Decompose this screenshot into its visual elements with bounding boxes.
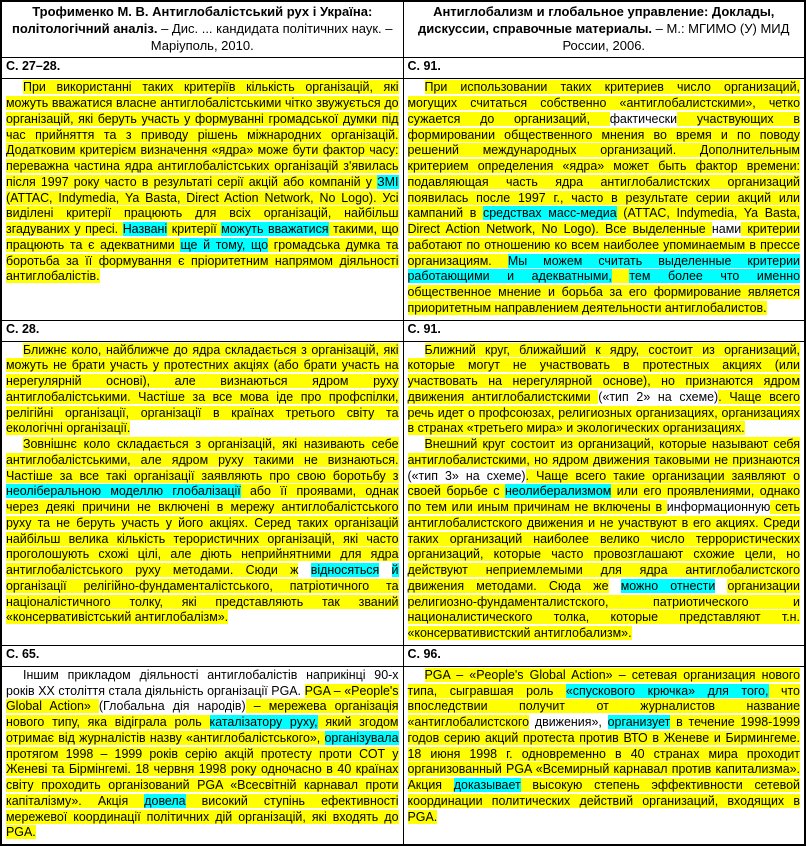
highlight-yellow: . Чаще всего такие организации заявляют о своей борьбе с	[407, 468, 800, 499]
highlight-yellow: високий ступінь ефективності мережевої координації політичних дій організацій, які входять до PGA.	[6, 793, 399, 840]
highlight-yellow: При використанні таких критеріїв кількість організацій, які можуть вважатися власне антиглобалістськими чітко звужується до організацій, які беруть участь у формуванні громадської думки під час прийняття та з приводу рішень міжнародних організацій. Додатковим критерієм визначення «ядра» може бути фактор часу: переважна частина ядра антиглобалістських організацій з'явилась після 1997 року часто в результаті серії акцій або компаній у	[6, 80, 399, 189]
plain-text: движения»,	[529, 715, 608, 730]
text-cell-right-2	[403, 341, 805, 645]
highlight-cyan: каталізатору руху,	[209, 715, 318, 730]
source-header-left	[1, 1, 403, 58]
highlight-yellow: – мережева організація нового типу, яка відіграла роль	[6, 699, 399, 730]
plain-text	[298, 563, 310, 577]
highlight-yellow: высокую степень эффективности сетевой координации политических действий организаций, входящих в PGA.	[407, 778, 800, 824]
highlight-cyan: неолиберализмом	[505, 484, 612, 499]
text-row-3	[1, 666, 805, 845]
pageref-row-1	[1, 58, 805, 79]
highlight-yellow: в течение 1998-1999 годов серию акций протеста против ВТО в Женеве и Бирмингеме. 18 июня 1998 г. одновременно в 40 странах мира проходит организованный PGA «Всемирный карнавал против капитализма». Акция	[407, 715, 800, 793]
highlight-yellow: або її проявами, однак через деякі причини не включені в мережу антиглобалістського руху та не беруть участь у його акціях. Серед таких організацій найбільш велика кількість терористичних організацій, які часто проголошують схожі цілі, але діють неприйнятними для ядра антиглобалістського руху методами. Сюди ж	[6, 484, 399, 578]
page-ref-right-1: С. 91.	[403, 58, 805, 79]
highlight-cyan: можуть вважатися	[221, 222, 329, 237]
highlight-yellow: Ближний круг, ближайший к ядру, состоит из организаций, которые могут не участвовать в протестных акциях (или участвовать на нерегулярной основе), но признаются ядром движения антиглобалистскими	[407, 342, 800, 404]
source-title-right: Антиглобализм и глобальное управление: Доклады, дискуссии, справочные материалы.	[418, 4, 775, 37]
page-ref-left-2: С. 28.	[1, 320, 403, 341]
highlight-yellow: что впоследствии получит от журналистов название «антиглобалистского	[407, 683, 800, 730]
highlight-cyan: «спускового крючка» для того,	[565, 683, 769, 698]
highlight-yellow: Внешний круг состоит из организаций, которые называют себя антиглобалистскими, но ядром движения таковыми не признаются	[407, 437, 800, 467]
highlight-cyan: неоліберальною моделлю глобалізації	[6, 484, 241, 499]
source-citation-right: – М.: МГИМО (У) МИД России, 2006.	[562, 21, 790, 54]
pageref-row-3	[1, 645, 805, 666]
highlight-yellow: який згодом отримає від журналістів назву «антиглобалістського»,	[6, 715, 399, 745]
source-title-left: Трофименко М. В. Антиглобалістський рух і Україна: політологічний аналіз.	[12, 4, 373, 37]
highlight-cyan: доказывает	[453, 778, 521, 793]
highlight-yellow: PGA – «People's Global Action»	[6, 683, 399, 714]
highlight-yellow: такими, що працюють та є адекватними	[6, 222, 399, 252]
highlight-cyan: ЗМІ	[377, 174, 399, 189]
paragraph	[6, 668, 399, 841]
highlight-yellow: (ATTAC, Indymedia, Ya Basta, Direct Action Network, No Logo). Все выделенные	[407, 206, 800, 237]
text-cell-left-2	[1, 341, 403, 645]
highlight-yellow: протягом 1998 – 1999 років серію акцій протесту проти СОТ у Женеві та Бірмінгемі. 18 червня 1998 року одночасно в 40 країнах світу проходить організований PGA «Всесвітній карнавал проти капіталізму». Акція	[6, 746, 399, 808]
page-ref-right-2: С. 91.	[403, 320, 805, 341]
text-row-1	[1, 79, 805, 320]
highlight-cyan: организует	[607, 715, 671, 730]
highlight-yellow: критерії	[167, 222, 222, 237]
highlight-cyan: організувала	[324, 730, 399, 745]
highlight-yellow: участвующих в формировании общественного мнения во время и по поводу решений международных организаций. Дополнительным критерием определения «ядра» может быть фактор времени: подавляющая часть ядра антиглобалистских организаций появилась после 1997 г., часто в результате серии акций или кампаний в	[407, 111, 800, 221]
highlight-yellow: общественное мнение и борьба за его формирование является приоритетным направлением деятельности антиглобалистов.	[407, 285, 800, 315]
paragraph	[6, 437, 399, 626]
highlight-yellow: организации религиозно-фундаменталистского, патриотического и националистического толка, которые представляют т.н. «консервативистский антиглобализм».	[407, 578, 800, 641]
paragraph	[6, 343, 399, 438]
plain-text: Іншим прикладом діяльності антиглобалістів наприкінці 90-х років XX століття стала діяльність організації PGA.	[6, 667, 399, 698]
highlight-yellow: . Чаще всего речь идет о профсоюзах, религиозных организациях, организациях в странах «третьего мира» и экологических организациях.	[407, 389, 800, 436]
plain-text: (Глобальна дія народів)	[98, 699, 246, 714]
pageref-row-2	[1, 320, 805, 341]
plain-text: («тип 2» на схеме)	[598, 389, 719, 404]
highlight-yellow: критерии работают по отношению ко всем наиболее упоминаемым в прессе организациям.	[407, 222, 800, 268]
source-header-right	[403, 1, 805, 58]
highlight-yellow	[612, 269, 630, 283]
highlight-yellow: При использовании таких критериев число организаций, могущих считаться собственно «антиглобалистскими», четко сужается до организаций,	[407, 80, 800, 126]
header-row	[1, 1, 805, 58]
page-ref-right-3: С. 96.	[403, 645, 805, 666]
plain-text	[379, 563, 391, 577]
plain-text: («тип 3» на схеме)	[407, 468, 526, 483]
text-cell-right-1	[403, 79, 805, 320]
highlight-yellow: організації релігійно-фундаменталістського, патріотичного та націоналістичного толку, які представляють так званий «консервативістський антиглобалізм».	[6, 578, 399, 625]
paragraph	[408, 437, 801, 642]
highlight-cyan: відносяться	[310, 563, 380, 578]
text-cell-left-3	[1, 666, 403, 845]
highlight-yellow: Ближнє коло, найближче до ядра складається з організацій, які можуть не брати участь у протестних акціях (або брати участь на нерегулярній основі), але визнаються ядром руху антиглобалістськими. Частіше за все мова іде про профспілки, релігійні організації, організації в країнах третього світу та екологічні організації.	[6, 342, 399, 436]
highlight-yellow: или его проявлениями, однако по тем или иным причинам не включены в	[407, 484, 800, 515]
page-ref-left-1: С. 27–28.	[1, 58, 403, 79]
plain-text: нами	[711, 222, 742, 237]
paragraph	[408, 343, 801, 438]
highlight-cyan: Мы можем считать выделенные критерии работающими и адекватными,	[407, 253, 801, 284]
paragraph	[408, 668, 801, 826]
plain-text: информационную	[666, 500, 771, 515]
highlight-yellow: сеть антиглобалистского движения и не участвуют в его акциях. Среди таких организаций наиболее велико число террористических организаций, которые часто провозглашают схожие цели, но действуют неприемлемыми для ядра антиглобалистского движения методами. Сюда же	[407, 500, 800, 593]
highlight-yellow: PGA – «People's Global Action» – сетевая организация нового типа, сыгравшая роль	[407, 667, 800, 698]
highlight-yellow: (ATTAC, Indymedia, Ya Basta, Direct Action Network, No Logo). Усі виділені критерії працюють для всіх організацій, найбільш згадуваних у пресі.	[6, 190, 399, 237]
text-cell-right-3	[403, 666, 805, 845]
page-ref-left-3: С. 65.	[1, 645, 403, 666]
plain-text: фактически	[609, 111, 678, 126]
plain-text	[715, 579, 727, 593]
highlight-yellow: громадська думка та боротьба за її формування є пріоритетним напрямом діяльності антиглобалістів.	[6, 237, 399, 284]
highlight-cyan: средствах масс-медиа	[483, 206, 617, 221]
highlight-yellow: Зовнішнє коло складається з організацій, які називають себе антиглобалістськими, але ядром руху такими не визнаються. Частіше за все такі організації заявляють про свою боротьбу з	[6, 437, 399, 483]
highlight-cyan: довела	[144, 793, 186, 808]
highlight-cyan: Названі	[122, 222, 168, 237]
text-row-2	[1, 341, 805, 645]
plain-text	[609, 579, 621, 593]
text-cell-left-1	[1, 79, 403, 320]
highlight-cyan: можно отнести	[620, 578, 716, 593]
highlight-cyan: й	[391, 563, 399, 578]
highlight-cyan: ще й тому, що	[180, 237, 269, 252]
paragraph	[6, 80, 399, 285]
source-citation-left: – Дис. ... кандидата політичних наук. – Маріуполь, 2010.	[150, 21, 393, 54]
highlight-cyan: тем более что именно	[629, 269, 800, 284]
paragraph	[408, 80, 801, 316]
